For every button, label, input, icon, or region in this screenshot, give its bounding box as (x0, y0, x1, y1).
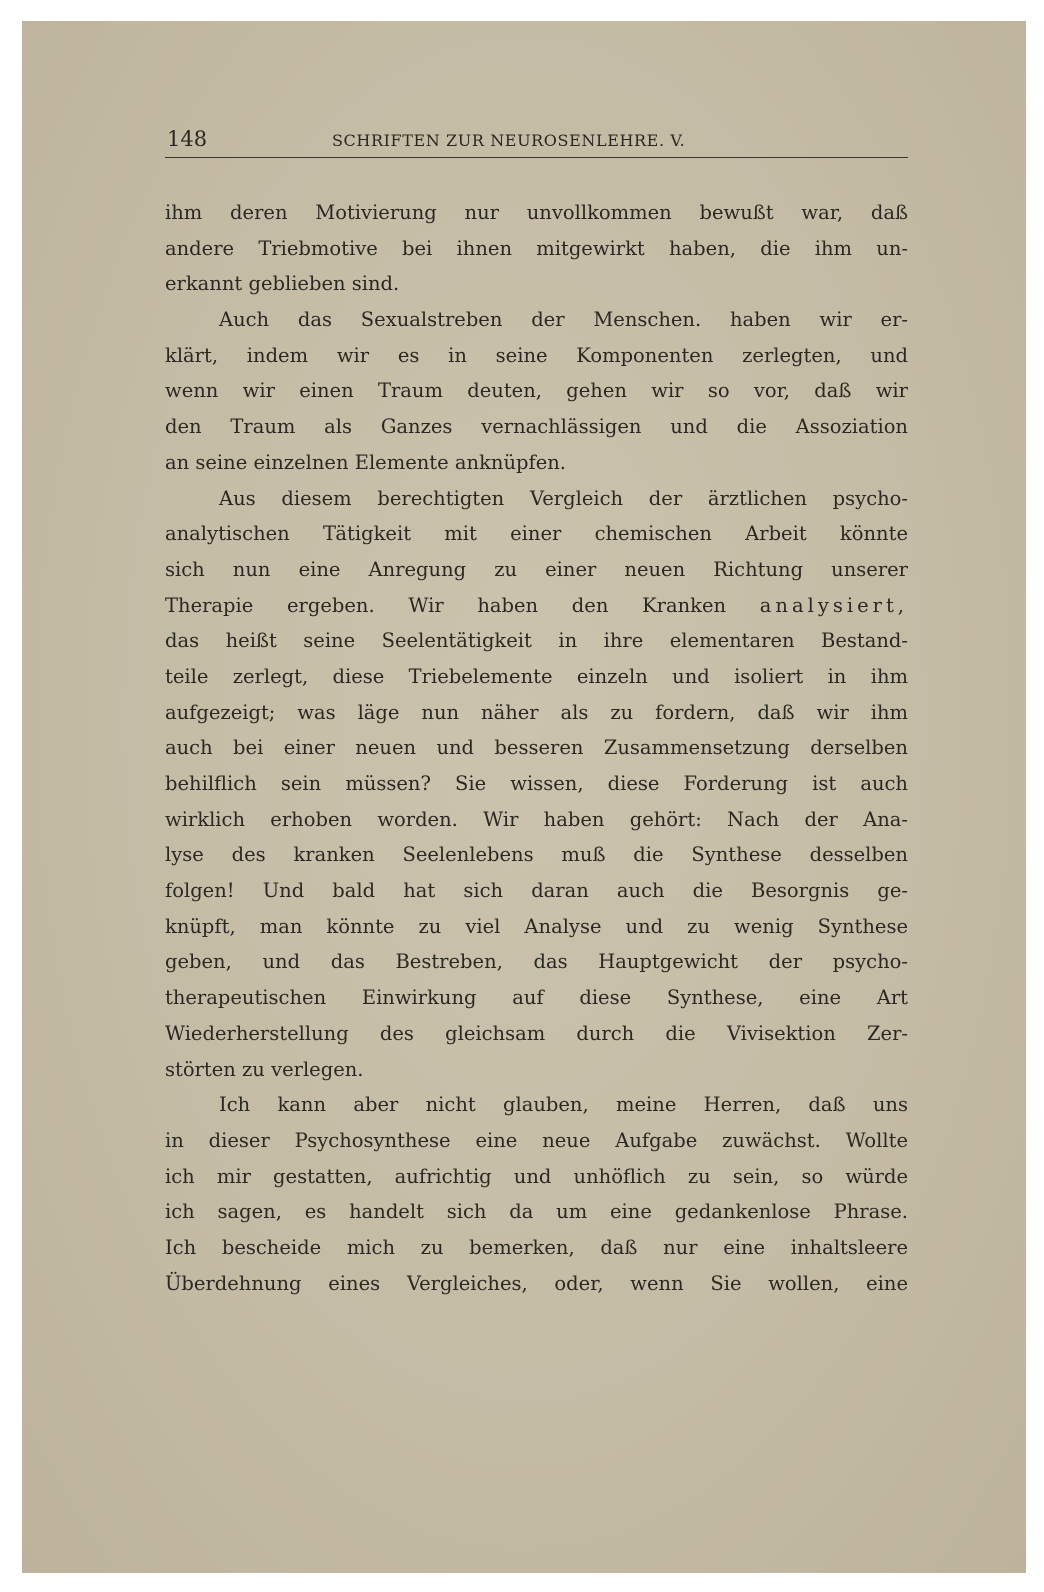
text-line: Ich bescheide mich zu bemerken, daß nur eine inhaltsleere (165, 1235, 908, 1259)
text-line: Wiederherstellung des gleichsam durch die Vivisektion Zer- (165, 1021, 908, 1045)
emphasized-word: analysiert, (759, 593, 908, 617)
book-page (22, 21, 1026, 1573)
text-line: Aus diesem berechtigten Vergleich der ärztlichen psycho- (219, 486, 908, 510)
page-header (165, 123, 908, 158)
text-line: ich sagen, es handelt sich da um eine gedankenlose Phrase. (165, 1200, 908, 1224)
text-line: folgen! Und bald hat sich daran auch die Besorgnis ge- (165, 879, 908, 903)
text-line: wenn wir einen Traum deuten, gehen wir so vor, daß wir (165, 379, 908, 403)
text-line: ihm deren Motivierung nur unvollkommen bewußt war, daß (165, 201, 908, 224)
text-line: Auch das Sexualstreben der Menschen. haben wir er- (219, 308, 908, 332)
text-line: Überdehnung eines Vergleiches, oder, wenn Sie wollen, eine (165, 1271, 908, 1295)
text-line: ich mir gestatten, aufrichtig und unhöflich zu sein, so würde (165, 1164, 908, 1188)
text-line: lyse des kranken Seelenlebens muß die Synthese desselben (165, 843, 908, 867)
text-line: wirklich erhoben worden. Wir haben gehört: Nach der Ana- (165, 807, 908, 831)
text-line: in dieser Psychosynthese eine neue Aufgabe zuwächst. Wollte (165, 1128, 908, 1152)
text-line: therapeutischen Einwirkung auf diese Synthese, eine Art (165, 986, 908, 1010)
text-line: an seine einzelnen Elemente anknüpfen. (165, 450, 566, 474)
text-line-with-emphasis (165, 588, 908, 624)
text-line: behilflich sein müssen? Sie wissen, diese Forderung ist auch (165, 772, 908, 795)
body-text (165, 195, 908, 1301)
text-line: andere Triebmotive bei ihnen mitgewirkt haben, die ihm un- (165, 236, 908, 260)
text-line: knüpft, man könnte zu viel Analyse und zu wenig Synthese (165, 914, 908, 938)
text-line: aufgezeigt; was läge nun näher als zu fordern, daß wir ihm (165, 700, 908, 724)
text-line: störten zu verlegen. (165, 1057, 364, 1081)
line-text: Therapie ergeben. Wir haben den Kranken (165, 593, 727, 617)
text-line: sich nun eine Anregung zu einer neuen Richtung unserer (165, 557, 908, 581)
page-number: 148 (167, 127, 208, 151)
text-line: erkannt geblieben sind. (165, 272, 400, 296)
running-title: SCHRIFTEN ZUR NEUROSENLEHRE. V. (332, 131, 686, 150)
text-line: das heißt seine Seelentätigkeit in ihre elementaren Bestand- (165, 629, 908, 653)
text-line: Ich kann aber nicht glauben, meine Herren, daß uns (219, 1093, 908, 1117)
text-line: den Traum als Ganzes vernachlässigen und die Assoziation (165, 415, 908, 439)
text-line: auch bei einer neuen und besseren Zusammensetzung derselben (165, 736, 908, 760)
text-line: analytischen Tätigkeit mit einer chemischen Arbeit könnte (165, 522, 908, 546)
text-line: teile zerlegt, diese Triebelemente einzeln und isoliert in ihm (165, 664, 908, 688)
text-line: geben, und das Bestreben, das Hauptgewicht der psycho- (165, 950, 908, 974)
text-line: klärt, indem wir es in seine Komponenten zerlegten, und (165, 343, 908, 367)
